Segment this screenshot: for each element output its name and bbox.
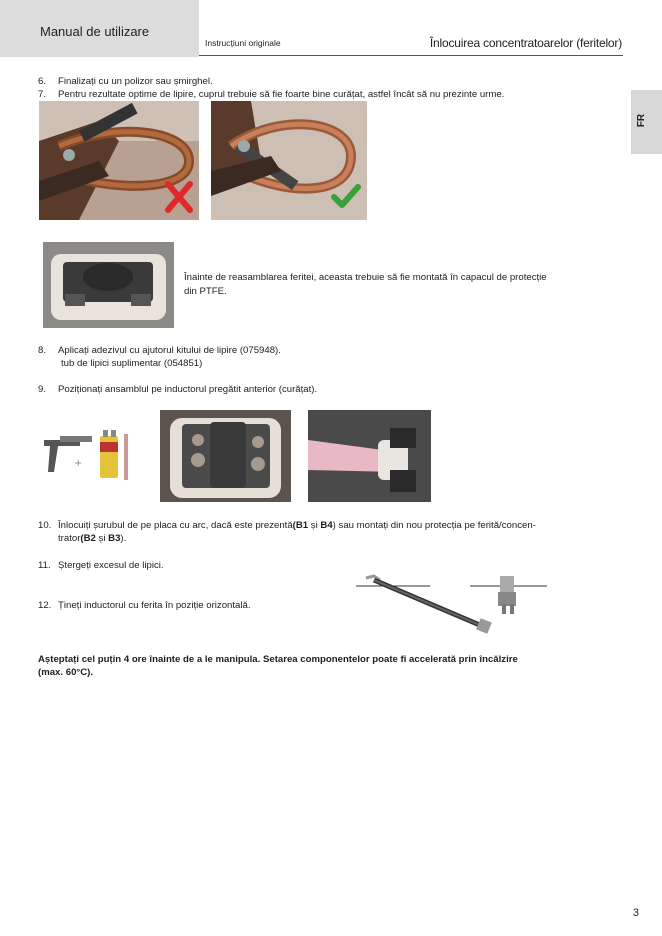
step-10-continued: trator(B2 și B3). (58, 533, 127, 544)
step-10: 10. Înlocuiți șurubul de pe placa cu arc, dacă este prezentă(B1 și B4) sau montați din nou protecția pe ferită/concen- (38, 520, 536, 531)
curing-warning-line1: Așteptați cel puțin 4 ore înainte de a le manipula. Setarea componentelor poate fi accelerată prin încălzire (38, 654, 518, 665)
cross-icon (165, 181, 193, 213)
check-icon (331, 183, 361, 209)
ferrite-with-glue-photo (160, 410, 291, 502)
glue-kit-illustration (40, 428, 135, 486)
header-divider (199, 55, 623, 56)
copper-loop-clean-photo (211, 101, 367, 220)
horizontal-inductor-illustration (352, 572, 552, 642)
svg-text:+: + (74, 458, 83, 469)
step-6: 6. Finalizați cu un polizor sau șmirghel. (38, 76, 213, 87)
manual-title: Manual de utilizare (40, 24, 150, 39)
language-tab-label: FR (636, 113, 648, 128)
step-7: 7. Pentru rezultate optime de lipire, cuprul trebuie să fie foarte bine curățat, astfel încât să nu prezinte urme. (38, 89, 505, 100)
curing-warning-line2: (max. 60°C). (38, 667, 94, 678)
step-8: 8. Aplicați adezivul cu ajutorul kitului de lipire (075948). (38, 345, 281, 356)
step-11: 11. Ștergeți excesul de lipici. (38, 560, 164, 571)
step-12: 12. Țineți inductorul cu ferita în poziție orizontală. (38, 600, 251, 611)
section-title: Înlocuirea concentratoarelor (feritelor) (429, 36, 622, 50)
step-8-sub: tub de lipici suplimentar (054851) (61, 358, 203, 369)
ferrite-note-line2: din PTFE. (184, 286, 227, 297)
page-number: 3 (632, 907, 639, 919)
ferrite-ptfe-cap-photo (43, 242, 174, 328)
manual-subtitle: Instrucțiuni originale (205, 38, 281, 48)
copper-loop-dirty-photo (39, 101, 199, 220)
step-9: 9. Poziționați ansamblul pe inductorul pregătit anterior (curățat). (38, 384, 318, 395)
assembly-on-inductor-photo (308, 410, 431, 502)
ferrite-note-line1: Înainte de reasamblarea feritei, aceasta trebuie să fie montată în capacul de protecție (184, 272, 547, 283)
